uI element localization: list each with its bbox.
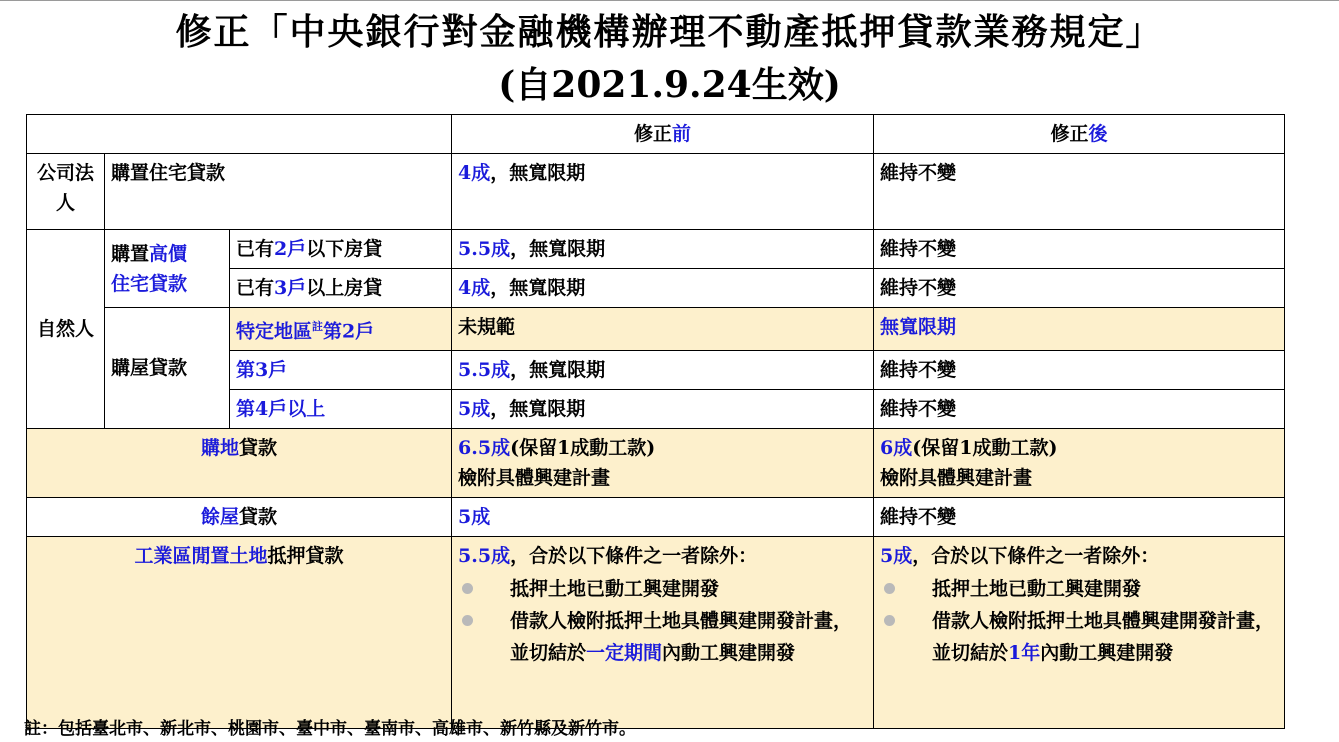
house-loan-condition: 第4戶以上: [230, 390, 452, 429]
footnote: 註：包括臺北市、新北市、桃園市、臺中市、臺南市、高雄市、新竹縣及新竹市。: [24, 719, 636, 739]
top-border-line: [0, 0, 1339, 1]
list-item: 抵押土地已動工興建開發: [458, 573, 867, 605]
high-price-before: 4成，無寬限期: [452, 269, 874, 308]
house-loan-after: 維持不變: [874, 390, 1285, 429]
remaining-house-row: [27, 498, 1285, 537]
remaining-house-before: 5成: [452, 498, 874, 537]
high-price-after: 維持不變: [874, 230, 1285, 269]
list-item: 抵押土地已動工興建開發: [880, 573, 1278, 605]
corp-after: 維持不變: [874, 154, 1285, 230]
bullet-icon: [462, 615, 473, 626]
house-loan-condition: 第3戶: [230, 351, 452, 390]
list-item: 借款人檢附抵押土地具體興建開發計畫，並切結於一定期間內動工興建開發: [458, 605, 867, 669]
house-loan-before: 未規範: [452, 308, 874, 351]
header-after: 修正後: [874, 115, 1285, 154]
high-price-after: 維持不變: [874, 269, 1285, 308]
house-loan-after: 維持不變: [874, 351, 1285, 390]
land-loan-after: 6成(保留1成動工款) 檢附具體興建計畫: [874, 429, 1285, 498]
industrial-land-row: [27, 537, 1285, 729]
remaining-house-label: 餘屋貸款: [27, 498, 452, 537]
bullet-icon: [884, 615, 895, 626]
effective-date: (自2021.9.24生效): [498, 64, 841, 106]
page-title: 修正「中央銀行對金融機構辦理不動產抵押貸款業務規定」: [175, 11, 1164, 53]
regulation-comparison-table: [26, 114, 1285, 729]
house-loan-row-1: [27, 308, 1285, 351]
house-loan-group-label: 購屋貸款: [105, 308, 230, 429]
before-conditions-list: [458, 573, 867, 669]
corp-category: 公司法人: [27, 154, 105, 230]
list-item: 借款人檢附抵押土地具體興建開發計畫，並切結於1年內動工興建開發: [880, 605, 1278, 669]
after-conditions-list: [880, 573, 1278, 669]
high-price-before: 5.5成，無寬限期: [452, 230, 874, 269]
high-price-row-1: [27, 230, 1285, 269]
land-loan-before: 6.5成(保留1成動工款) 檢附具體興建計畫: [452, 429, 874, 498]
land-loan-row: [27, 429, 1285, 498]
house-loan-after: 無寬限期: [874, 308, 1285, 351]
bullet-icon: [462, 583, 473, 594]
industrial-land-after: 5成，合於以下條件之一者除外： 抵押土地已動工興建開發 借款人檢附抵押土地具體興建開發計畫，並切結於1年內動工興建開發: [874, 537, 1285, 729]
house-loan-condition: 特定地區$^註$第2戶: [230, 308, 452, 351]
industrial-land-label: 工業區閒置土地抵押貸款: [27, 537, 452, 729]
header-row: [27, 115, 1285, 154]
high-price-group-label: 購置高價 住宅貸款: [105, 230, 230, 308]
corp-loan-label: 購置住宅貸款: [105, 154, 452, 230]
remaining-house-after: 維持不變: [874, 498, 1285, 537]
high-price-condition: 已有2戶以下房貸: [230, 230, 452, 269]
house-loan-before: 5.5成，無寬限期: [452, 351, 874, 390]
corp-before: 4成，無寬限期: [452, 154, 874, 230]
natural-person-category: 自然人: [27, 230, 105, 429]
header-before: 修正前: [452, 115, 874, 154]
high-price-condition: 已有3戶以上房貸: [230, 269, 452, 308]
bullet-icon: [884, 583, 895, 594]
house-loan-before: 5成，無寬限期: [452, 390, 874, 429]
corp-row: [27, 154, 1285, 230]
industrial-land-before: 5.5成，合於以下條件之一者除外： 抵押土地已動工興建開發 借款人檢附抵押土地具體興建開發計畫，並切結於一定期間內動工興建開發: [452, 537, 874, 729]
land-loan-label: 購地貸款: [27, 429, 452, 498]
header-blank-cell: [27, 115, 452, 154]
